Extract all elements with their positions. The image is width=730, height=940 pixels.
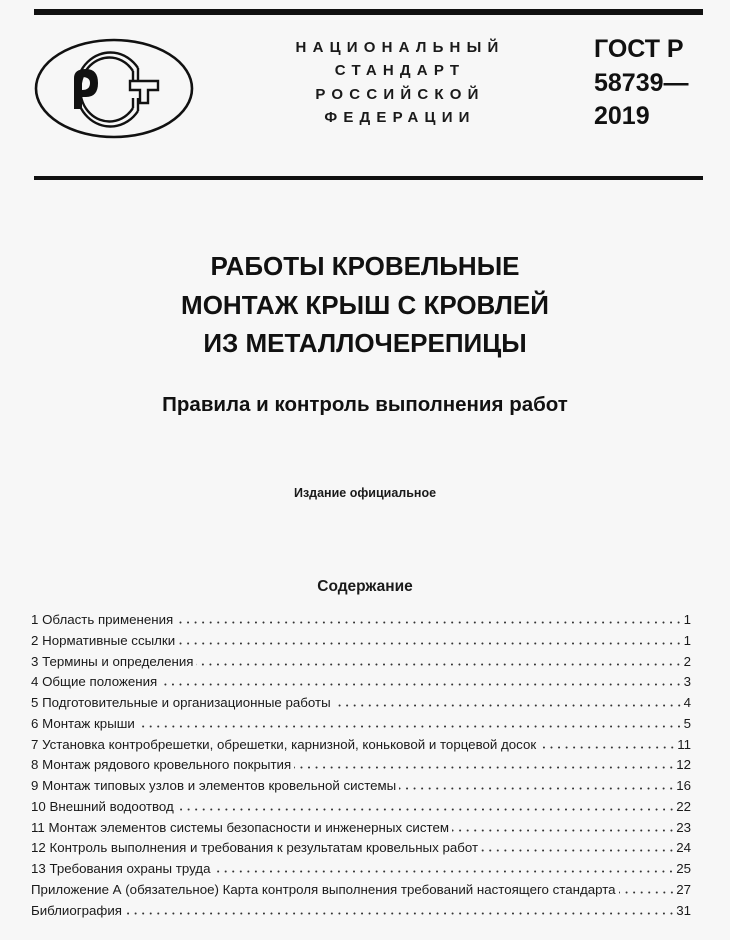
toc-heading: Содержание [317,578,413,595]
toc-item[interactable] [31,861,691,882]
toc-item-page: 22 [676,798,691,814]
toc-item-label: 12 Контроль выполнения и требования к результатам кровельных работ [31,840,479,856]
toc-dot-leader [294,757,675,769]
toc-item[interactable] [31,820,691,841]
toc-dot-leader [481,840,675,852]
toc-item-label: 1 Область применения [31,612,174,627]
toc-item-page: 1 [683,612,691,627]
toc-item-label: 6 Монтаж крыши [31,715,135,731]
toc-item-label: 10 Внешний водоотвод [31,798,174,814]
toc-item[interactable] [31,674,691,695]
rst-logo-icon [34,38,194,139]
toc-item-page: 31 [676,902,691,918]
title-line: ИЗ МЕТАЛЛОЧЕРЕПИЦЫ [203,328,527,358]
toc-item-label: 7 Установка контробрешетки, обрешетки, карнизной, коньковой и торцевой досок [31,736,537,752]
toc-item-label: 5 Подготовительные и организационные работы [31,695,331,710]
document-subtitle: Правила и контроль выполнения работ [162,393,568,416]
toc-item-page: 5 [683,715,691,731]
toc-item[interactable] [31,757,691,778]
toc-item-label: 11 Монтаж элементов системы безопасности и инженерных систем [31,819,449,835]
gost-line: 58739— [594,68,689,97]
toc-dot-leader [176,612,682,624]
toc-item-page: 4 [683,695,691,710]
toc-item-label: 2 Нормативные ссылки [31,632,176,648]
toc-dot-leader [178,633,682,645]
toc-item-page: 2 [683,653,691,669]
title-line: МОНТАЖ КРЫШ С КРОВЛЕЙ [181,289,549,320]
toc-item[interactable] [31,695,691,716]
toc-dot-leader [452,820,675,832]
toc-dot-leader [539,737,676,749]
table-of-contents [31,612,691,923]
toc-item[interactable] [31,612,691,633]
toc-dot-leader [177,799,675,811]
toc-item[interactable] [31,778,691,799]
toc-item[interactable] [31,882,691,903]
toc-item-label: 3 Термины и определения [31,653,194,669]
toc-item-page: 27 [676,881,691,897]
national-line: ФЕДЕРАЦИИ [324,108,476,126]
toc-item-label: Библиография [31,902,122,918]
toc-item-page: 25 [676,861,691,876]
toc-dot-leader [334,695,683,707]
toc-dot-leader [213,861,675,873]
toc-dot-leader [399,778,675,790]
toc-item-label: 13 Требования охраны труда [31,861,211,876]
toc-item-page: 1 [683,632,691,648]
toc-item[interactable] [31,737,691,758]
national-line: НАЦИОНАЛЬНЫЙ [295,39,505,56]
toc-item[interactable] [31,716,691,737]
toc-item[interactable] [31,799,691,820]
header-top-rule [34,9,703,15]
toc-dot-leader [138,716,683,728]
toc-item-label: 8 Монтаж рядового кровельного покрытия [31,757,292,773]
toc-item[interactable] [31,903,691,924]
title-line: РАБОТЫ КРОВЕЛЬНЫЕ [210,251,520,281]
toc-item-label: 4 Общие положения [31,674,158,690]
toc-item-page: 11 [677,736,691,752]
toc-item-page: 12 [676,757,691,773]
header-bottom-rule [34,176,703,180]
toc-item-page: 23 [676,819,691,835]
national-standard-label [280,36,520,129]
toc-item-page: 24 [676,840,691,856]
toc-item-label: Приложение А (обязательное) Карта контроля выполнения требований настоящего стандарта [31,881,616,897]
document-title [0,247,730,363]
edition-label: Издание официальное [293,486,437,500]
toc-dot-leader [160,674,682,686]
toc-item[interactable] [31,633,691,654]
gost-line: ГОСТ Р [594,35,684,63]
toc-item[interactable] [31,840,691,861]
toc-item-label: 9 Монтаж типовых узлов и элементов кровельной системы [31,778,397,793]
toc-item[interactable] [31,654,691,675]
gost-line: 2019 [594,102,650,130]
toc-item-page: 3 [683,674,691,690]
toc-dot-leader [125,903,675,915]
gost-number [594,33,689,134]
national-line: РОССИЙСКОЙ [315,85,485,103]
toc-dot-leader [196,654,682,666]
national-line: СТАНДАРТ [334,62,466,80]
toc-dot-leader [619,882,676,894]
toc-item-page: 16 [676,778,691,793]
